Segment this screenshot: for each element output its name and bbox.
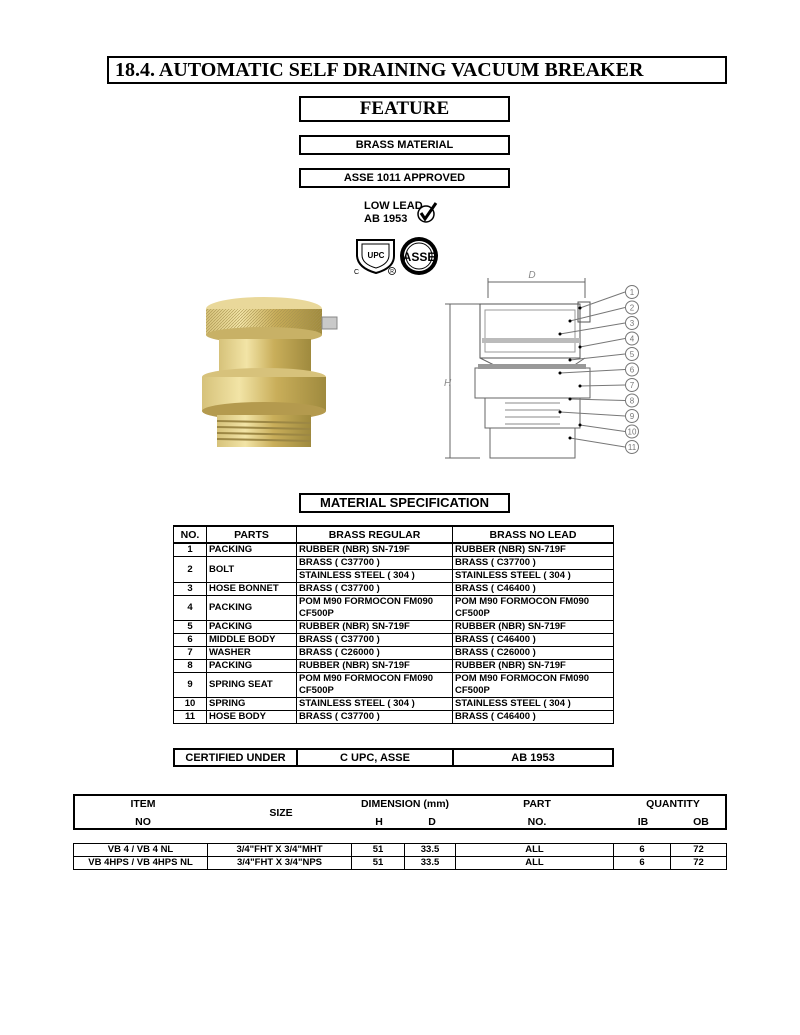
callout-dot <box>569 359 572 362</box>
asse-logo <box>398 236 442 276</box>
spec-no: 8 <box>174 660 207 673</box>
spec-row <box>174 660 614 673</box>
item-d: 33.5 <box>405 844 456 857</box>
spec-row <box>174 596 614 621</box>
item-ib: 6 <box>614 857 671 870</box>
spec-row <box>174 647 614 660</box>
upc-logo <box>352 236 400 276</box>
header-parts: PARTS <box>207 526 297 543</box>
spec-row <box>174 711 614 724</box>
spec-brass-regular: BRASS ( C37700 ) <box>297 583 453 596</box>
low-lead-line2: AB 1953 <box>364 213 408 225</box>
callout-leader <box>580 339 625 348</box>
callout-dot <box>579 346 582 349</box>
callout-number: 10 <box>627 427 637 437</box>
spec-brass-regular: BRASS ( C37700 ) <box>297 634 453 647</box>
spec-no: 7 <box>174 647 207 660</box>
page-title: 18.4. AUTOMATIC SELF DRAINING VACUUM BREAKER <box>107 56 727 84</box>
certified-value-2: AB 1953 <box>453 749 613 766</box>
header-part: PART <box>523 798 551 810</box>
spec-brass-no-lead: BRASS ( C46400 ) <box>453 634 614 647</box>
callout-leader <box>580 292 625 308</box>
callout-dot <box>579 307 582 310</box>
spec-brass-no-lead: POM M90 FORMOCON FM090 CF500P <box>453 673 614 698</box>
spec-brass-regular: POM M90 FORMOCON FM090 CF500P <box>297 596 453 621</box>
item-size: 3/4"FHT X 3/4"MHT <box>208 844 352 857</box>
spec-row <box>174 698 614 711</box>
header-item-no: NO <box>135 816 151 828</box>
header-size: SIZE <box>269 807 293 819</box>
spec-row <box>174 543 614 557</box>
spec-part: SPRING SEAT <box>207 673 297 698</box>
item-d: 33.5 <box>405 857 456 870</box>
spec-no: 2 <box>174 557 207 583</box>
spec-brass-no-lead: RUBBER (NBR) SN-719F <box>453 660 614 673</box>
spec-part: PACKING <box>207 543 297 557</box>
spec-no: 1 <box>174 543 207 557</box>
callout-number: 8 <box>629 396 635 406</box>
callout-leader <box>560 370 625 374</box>
item-row <box>74 844 727 857</box>
checkmark-circle-icon <box>415 200 439 226</box>
header-ob: OB <box>693 816 709 828</box>
low-lead-line1: LOW LEAD <box>364 200 423 212</box>
item-part: ALL <box>456 857 614 870</box>
callout-number: 2 <box>629 303 635 313</box>
spec-no: 11 <box>174 711 207 724</box>
header-dim-d: D <box>428 816 436 828</box>
callout-leader <box>570 399 625 401</box>
item-size: 3/4"FHT X 3/4"NPS <box>208 857 352 870</box>
dimension-h-label: H <box>444 378 452 389</box>
item-h: 51 <box>352 857 405 870</box>
item-ib: 6 <box>614 844 671 857</box>
items-table <box>73 843 727 870</box>
dimension-d-label: D <box>528 270 536 281</box>
callout-dot <box>559 411 562 414</box>
spec-row <box>174 634 614 647</box>
feature-heading: FEATURE <box>299 96 510 122</box>
material-spec-header-row <box>174 526 614 543</box>
header-item: ITEM <box>130 798 156 810</box>
spec-brass-regular: BRASS ( C37700 ) <box>297 557 453 570</box>
item-item: VB 4HPS / VB 4HPS NL <box>74 857 208 870</box>
spec-brass-regular: RUBBER (NBR) SN-719F <box>297 621 453 634</box>
callout-number: 11 <box>627 443 637 452</box>
upc-registered-mark: R <box>390 269 394 275</box>
feature-asse-approved: ASSE 1011 APPROVED <box>299 168 510 188</box>
certified-table <box>173 748 614 767</box>
callout-dot <box>559 333 562 336</box>
header-dim-h: H <box>375 816 383 828</box>
callout-dot <box>569 437 572 440</box>
item-ob: 72 <box>671 844 727 857</box>
callout-dot <box>569 398 572 401</box>
spec-brass-regular: POM M90 FORMOCON FM090 CF500P <box>297 673 453 698</box>
certified-value-1: C UPC, ASSE <box>297 749 453 766</box>
spec-brass-regular: STAINLESS STEEL ( 304 ) <box>297 570 453 583</box>
feature-brass-material: BRASS MATERIAL <box>299 135 510 155</box>
header-no: NO. <box>174 526 207 543</box>
spec-row <box>174 621 614 634</box>
spec-part: PACKING <box>207 596 297 621</box>
callout-dot <box>569 320 572 323</box>
spec-part: MIDDLE BODY <box>207 634 297 647</box>
callout-leader <box>580 385 625 386</box>
callout-number: 6 <box>629 365 635 375</box>
spec-brass-no-lead: BRASS ( C46400 ) <box>453 583 614 596</box>
spec-no: 6 <box>174 634 207 647</box>
spec-part: PACKING <box>207 660 297 673</box>
callout-number: 3 <box>629 319 635 328</box>
callout-number: 5 <box>629 350 635 359</box>
callout-leader <box>560 323 625 334</box>
callout-dot <box>579 385 582 388</box>
material-spec-table <box>173 525 614 724</box>
spec-brass-no-lead: RUBBER (NBR) SN-719F <box>453 543 614 557</box>
spec-no: 10 <box>174 698 207 711</box>
spec-row <box>174 673 614 698</box>
spec-brass-regular: RUBBER (NBR) SN-719F <box>297 660 453 673</box>
callout-leader <box>560 412 625 416</box>
certified-label: CERTIFIED UNDER <box>174 749 297 766</box>
spec-part: SPRING <box>207 698 297 711</box>
low-lead-label <box>364 200 423 226</box>
spec-brass-no-lead: POM M90 FORMOCON FM090 CF500P <box>453 596 614 621</box>
spec-brass-regular: RUBBER (NBR) SN-719F <box>297 543 453 557</box>
upc-c-mark: C <box>354 269 360 276</box>
item-h: 51 <box>352 844 405 857</box>
spec-part: PACKING <box>207 621 297 634</box>
callout-leader <box>570 438 625 447</box>
asse-logo-text: ASSE <box>402 250 436 264</box>
callout-leader <box>570 354 625 360</box>
spec-brass-no-lead: STAINLESS STEEL ( 304 ) <box>453 698 614 711</box>
header-ib: IB <box>637 816 649 828</box>
spec-row <box>174 557 614 570</box>
spec-brass-no-lead: BRASS ( C37700 ) <box>453 557 614 570</box>
product-photo <box>195 295 345 455</box>
upc-logo-text: UPC <box>367 251 385 260</box>
callout-dot <box>579 424 582 427</box>
material-spec-heading: MATERIAL SPECIFICATION <box>299 493 510 513</box>
header-part-no: NO. <box>527 816 547 828</box>
header-quantity: QUANTITY <box>646 798 700 810</box>
spec-no: 4 <box>174 596 207 621</box>
item-row <box>74 857 727 870</box>
spec-brass-no-lead: BRASS ( C26000 ) <box>453 647 614 660</box>
header-dimension: DIMENSION (mm) <box>360 798 450 810</box>
spec-part: HOSE BONNET <box>207 583 297 596</box>
spec-brass-no-lead: BRASS ( C46400 ) <box>453 711 614 724</box>
items-header <box>73 794 727 830</box>
spec-part: WASHER <box>207 647 297 660</box>
callout-number: 7 <box>629 381 635 390</box>
certified-row <box>174 749 613 766</box>
spec-no: 9 <box>174 673 207 698</box>
callout-number: 9 <box>629 412 635 421</box>
callout-number: 1 <box>629 288 635 297</box>
spec-brass-no-lead: RUBBER (NBR) SN-719F <box>453 621 614 634</box>
callout-number: 4 <box>629 334 635 344</box>
header-brass-regular: BRASS REGULAR <box>297 526 453 543</box>
spec-brass-no-lead: STAINLESS STEEL ( 304 ) <box>453 570 614 583</box>
spec-no: 5 <box>174 621 207 634</box>
item-item: VB 4 / VB 4 NL <box>74 844 208 857</box>
cross-section-diagram <box>440 268 650 473</box>
spec-brass-regular: BRASS ( C26000 ) <box>297 647 453 660</box>
spec-brass-regular: BRASS ( C37700 ) <box>297 711 453 724</box>
item-part: ALL <box>456 844 614 857</box>
callout-leader <box>580 425 625 432</box>
spec-row <box>174 583 614 596</box>
callout-dot <box>559 372 562 375</box>
spec-part: BOLT <box>207 557 297 583</box>
spec-brass-regular: STAINLESS STEEL ( 304 ) <box>297 698 453 711</box>
header-brass-no-lead: BRASS NO LEAD <box>453 526 614 543</box>
spec-part: HOSE BODY <box>207 711 297 724</box>
spec-no: 3 <box>174 583 207 596</box>
item-ob: 72 <box>671 857 727 870</box>
